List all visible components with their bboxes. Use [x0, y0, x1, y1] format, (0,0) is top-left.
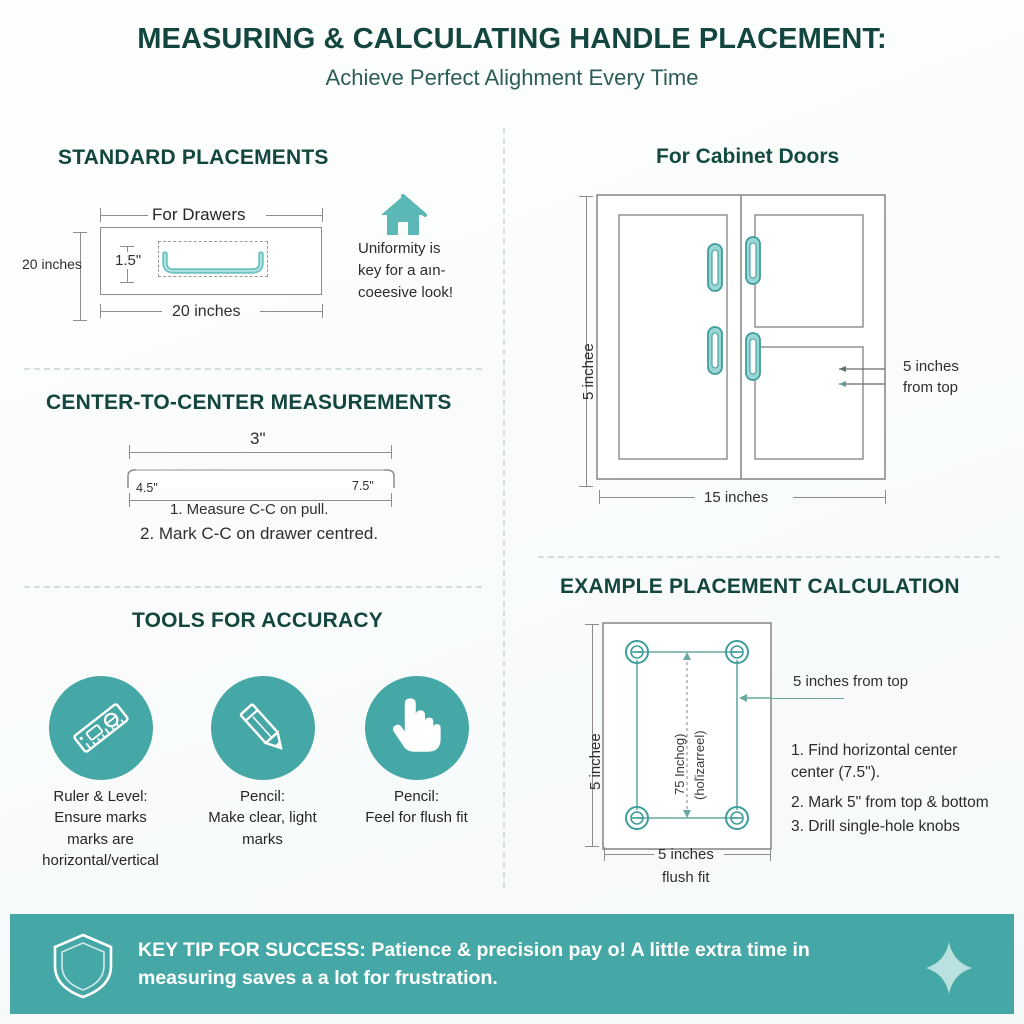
- drawer-pull-handle: [160, 250, 266, 281]
- ctc-top-dim-label: 3": [250, 429, 266, 448]
- header: [0, 24, 1024, 91]
- tool-icon-ruler-level[interactable]: [49, 676, 153, 780]
- example-inner-label-2: (hoľizarreel): [692, 730, 707, 800]
- cabinet-width-rule-right: [793, 497, 885, 498]
- example-callout-leader: [772, 698, 844, 699]
- example-inner-label-1: 75 Inchog): [672, 733, 687, 795]
- ctc-top-tick-right: [391, 445, 392, 459]
- tool-1-line-2: Ensure marks: [54, 809, 147, 827]
- caption-tick-left: [100, 208, 101, 222]
- tool-3-line-2: Feel for flush fit: [365, 809, 468, 827]
- home-icon: [378, 193, 428, 244]
- section-heading-tools: TOOLS FOR ACCURACY: [132, 609, 383, 632]
- ctc-bottom-tick-left: [129, 493, 130, 507]
- drawer-width-tick-left: [100, 304, 101, 318]
- example-height-tick-top: [585, 624, 599, 625]
- drawer-width-rule-right: [260, 311, 322, 312]
- tool-2-line-3: marks: [242, 830, 283, 848]
- caption-rule-left: [100, 215, 148, 216]
- divider-standard-ctc: [24, 368, 482, 370]
- ctc-left-dim-label: 4.5": [136, 481, 158, 495]
- example-width-label-1: 5 inches: [658, 846, 714, 863]
- example-height-label: 5 inchee: [587, 733, 604, 790]
- uniformity-note-line-2: key for a aın-: [358, 261, 446, 279]
- uniformity-note-line-1: Uniformity is: [358, 240, 441, 257]
- example-step-1: [791, 740, 1024, 785]
- tool-3-line-1: Pencil:: [393, 788, 440, 805]
- example-step-3: 3. Drill single-hole knobs: [791, 818, 960, 835]
- tool-label-hand-pointer: [329, 786, 504, 829]
- divider-cabinet-example: [538, 556, 1000, 558]
- footer-line-1: KEY TIP FOR SUCCESS: Patience & precision pay o! A little extra time in: [138, 939, 810, 961]
- cabinet-width-rule-left: [599, 497, 695, 498]
- handle-height-label: 1.5": [115, 252, 142, 269]
- handle-height-tick-top: [120, 246, 134, 247]
- cabinet-width-tick-left: [599, 490, 600, 504]
- page-title: MEASURING & CALCULATING HANDLE PLACEMENT:: [137, 23, 887, 55]
- example-placement-diagram: [602, 622, 772, 855]
- drawer-width-tick-right: [322, 304, 323, 318]
- ctc-bottom-tick-right: [391, 493, 392, 507]
- vertical-divider: [503, 128, 505, 888]
- tool-1-line-4: horizontal/vertical: [42, 851, 159, 869]
- section-heading-center-to-center: CENTER-TO-CENTER MEASUREMENTS: [46, 391, 452, 414]
- section-heading-standard-placements: STANDARD PLACEMENTS: [58, 146, 329, 169]
- cabinet-height-label: 5 inchee: [580, 343, 597, 400]
- tool-1-line-1: Ruler & Level:: [53, 788, 148, 805]
- uniformity-note: [358, 238, 488, 303]
- page-subtitle: Achieve Perfect Alighment Every Time: [325, 64, 699, 90]
- drawer-width-rule-left: [100, 311, 162, 312]
- drawer-caption: For Drawers: [152, 205, 246, 224]
- example-width-tick-right: [770, 847, 771, 861]
- example-height-tick-bottom: [585, 846, 599, 847]
- footer-banner: [10, 914, 1014, 1014]
- tool-2-line-2: Make clear, light: [208, 809, 317, 827]
- ctc-step-1: 1. Measure C-C on pull.: [170, 501, 329, 518]
- example-step-1-line-2: center (7.5").: [791, 764, 881, 782]
- tool-label-pencil: [175, 786, 350, 850]
- ctc-right-dim-label: 7.5": [352, 479, 374, 493]
- cabinet-height-tick-bottom: [579, 486, 593, 487]
- cabinet-width-tick-right: [885, 490, 886, 504]
- footer-line-2: measuring saves a a lot for frustration.: [138, 967, 498, 990]
- cabinet-width-label: 15 inches: [704, 489, 769, 506]
- caption-rule-right: [266, 215, 322, 216]
- example-callout-label: 5 inches from top: [793, 673, 909, 690]
- cabinet-height-dim-line: [586, 196, 587, 486]
- caption-tick-right: [322, 208, 323, 222]
- example-step-2: 2. Mark 5" from top & bottom: [791, 794, 989, 811]
- tool-icon-hand-pointer[interactable]: [365, 676, 469, 780]
- handle-height-tick-bottom: [120, 282, 134, 283]
- cabinet-doors-diagram: [596, 194, 886, 489]
- section-heading-example-calculation: EXAMPLE PLACEMENT CALCULATION: [560, 575, 960, 598]
- tool-label-ruler-level: [13, 786, 188, 871]
- sparkle-icon: [926, 942, 972, 999]
- tool-1-line-3: marks are: [67, 830, 134, 848]
- drawer-height-tick-top: [73, 232, 87, 233]
- ctc-step-2: 2. Mark C-C on drawer centred.: [140, 524, 379, 543]
- divider-ctc-tools: [24, 586, 482, 588]
- example-width-rule-right: [724, 854, 770, 855]
- uniformity-note-line-3: coeesive look!: [358, 283, 454, 301]
- shield-icon: [50, 932, 116, 1005]
- example-width-rule-left: [604, 854, 654, 855]
- cabinet-callout-line-1: 5 inches: [903, 358, 959, 375]
- cabinet-callout-line-2: from top: [903, 379, 959, 396]
- example-width-label-2: flush fit: [662, 869, 710, 886]
- cabinet-height-tick-top: [579, 196, 593, 197]
- ctc-top-tick-left: [129, 445, 130, 459]
- footer-message: [138, 936, 878, 993]
- example-step-1-line-1: 1. Find horizontal center: [791, 742, 958, 759]
- example-width-tick-left: [604, 847, 605, 861]
- drawer-height-tick-bottom: [73, 320, 87, 321]
- tool-icon-pencil[interactable]: [211, 676, 315, 780]
- ctc-top-dim-line: [129, 452, 391, 453]
- drawer-width-label: 20 inches: [172, 303, 241, 320]
- drawer-height-label: 20 inches: [22, 256, 82, 272]
- section-heading-cabinet-doors: For Cabinet Doors: [656, 145, 840, 168]
- drawer-height-dim-line: [80, 232, 81, 320]
- tool-2-line-1: Pencil:: [239, 788, 286, 805]
